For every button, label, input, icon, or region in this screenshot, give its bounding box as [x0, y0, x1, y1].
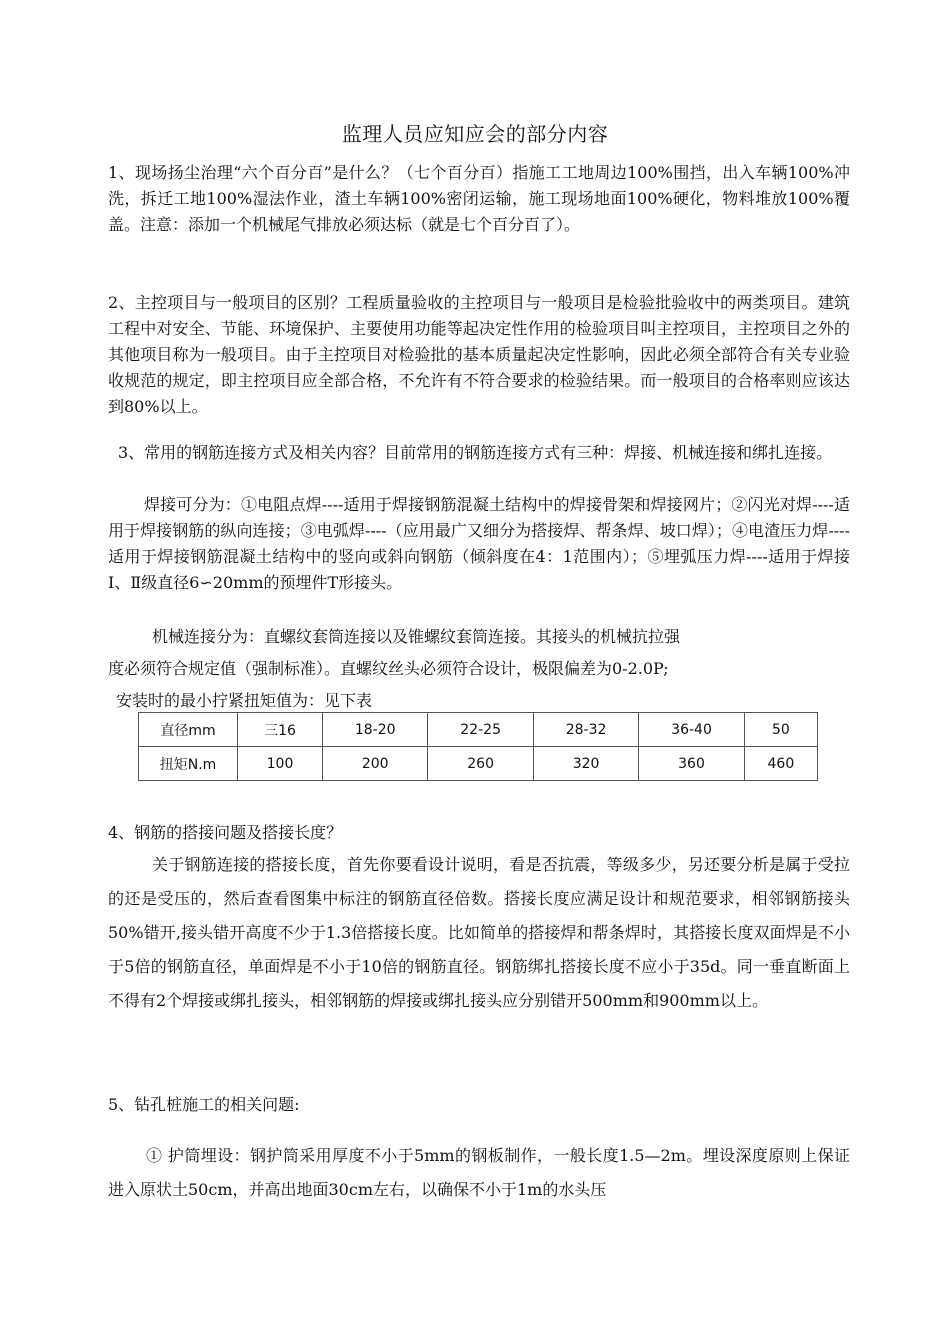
table-cell: 100 — [238, 747, 323, 781]
question-5-heading: 5、钻孔桩施工的相关问题: — [108, 1095, 300, 1114]
table-cell: 18-20 — [322, 713, 427, 747]
table-row — [139, 713, 818, 747]
table-cell: 260 — [428, 747, 533, 781]
table-cell: 28-32 — [533, 713, 638, 747]
torque-table — [138, 712, 818, 781]
page-title: 监理人员应知应会的部分内容 — [341, 122, 609, 146]
welding-types-paragraph: 焊接可分为：①电阻点焊----适用于焊接钢筋混凝土结构中的焊接骨架和焊接网片；②闪光对焊----适用于焊接钢筋的纵向连接；③电弧焊----（应用最广又细分为搭接焊、帮条焊、坡口焊）；④电渣压力焊----适用于焊接钢筋混凝土结构中的竖向或斜向钢筋（倾斜度在4：1范围内）；⑤埋弧压力焊----适用于焊接Ⅰ、Ⅱ级直径6∽20mm的预埋件T形接头。 — [108, 495, 850, 592]
table-cell: 50 — [744, 713, 817, 747]
question-1-paragraph: 1、现场扬尘治理“六个百分百”是什么？（七个百分百）指施工工地周边100%围挡，出入车辆100%冲洗，拆迁工地100%湿法作业，渣土车辆100%密闭运输，施工现场地面100%硬化，物料堆放100%覆盖。注意：添加一个机械尾气排放必须达标（就是七个百分百了）。 — [108, 163, 850, 234]
table-cell: 200 — [322, 747, 427, 781]
table-row — [139, 747, 818, 781]
table-cell: 320 — [533, 747, 638, 781]
table-cell: 460 — [744, 747, 817, 781]
question-4-heading: 4、钢筋的搭接问题及搭接长度？ — [108, 823, 343, 842]
table-cell: 36-40 — [639, 713, 744, 747]
question-5-body: ① 护筒埋设：钢护筒采用厚度不小于5mm的钢板制作，一般长度1.5—2m。埋设深度原则上保证进入原状土50cm，并高出地面30cm左右，以确保不小于1m的水头压 — [108, 1146, 850, 1199]
table-cell: 22-25 — [428, 713, 533, 747]
mechanical-connection-line-2: 度必须符合规定值（强制标准）。直螺纹丝头必须符合设计，极限偏差为0-2.0P; — [108, 659, 669, 678]
mechanical-connection-line-1: 机械连接分为：直螺纹套筒连接以及锥螺纹套筒连接。其接头的机械抗拉强 — [152, 627, 681, 646]
question-3-heading: 3、常用的钢筋连接方式及相关内容？目前常用的钢筋连接方式有三种：焊接、机械连接和绑扎连接。 — [118, 443, 833, 462]
torque-table-intro: 安装时的最小拧紧扭矩值为：见下表 — [116, 691, 373, 710]
table-row-label: 直径mm — [139, 713, 238, 747]
table-row-label: 扭矩N.m — [139, 747, 238, 781]
question-2-paragraph: 2、主控项目与一般项目的区别？工程质量验收的主控项目与一般项目是检验批验收中的两类项目。建筑工程中对安全、节能、环境保护、主要使用功能等起决定性作用的检验项目叫主控项目，主控项目之外的其他项目称为一般项目。由于主控项目对检验批的基本质量起决定性影响，因此必须全部符合有关专业验收规范的规定，即主控项目应全部合格，不允许有不符合要求的检验结果。而一般项目的合格率则应该达到80%以上。 — [108, 293, 850, 416]
question-4-body: 关于钢筋连接的搭接长度，首先你要看设计说明，看是否抗震，等级多少，另还要分析是属于受拉的还是受压的，然后查看图集中标注的钢筋直径倍数。搭接长度应满足设计和规范要求，相邻钢筋接头50%错开,接头错开高度不少于1.3倍搭接长度。比如简单的搭接焊和帮条焊时，其搭接长度双面焊是不小于5倍的钢筋直径，单面焊是不小于10倍的钢筋直径。钢筋绑扎搭接长度不应小于35d。同一垂直断面上不得有2个焊接或绑扎接头，相邻钢筋的焊接或绑扎接头应分别错开500mm和900mm以上。 — [108, 855, 850, 1010]
table-cell: 360 — [639, 747, 744, 781]
table-cell: 三16 — [238, 713, 323, 747]
